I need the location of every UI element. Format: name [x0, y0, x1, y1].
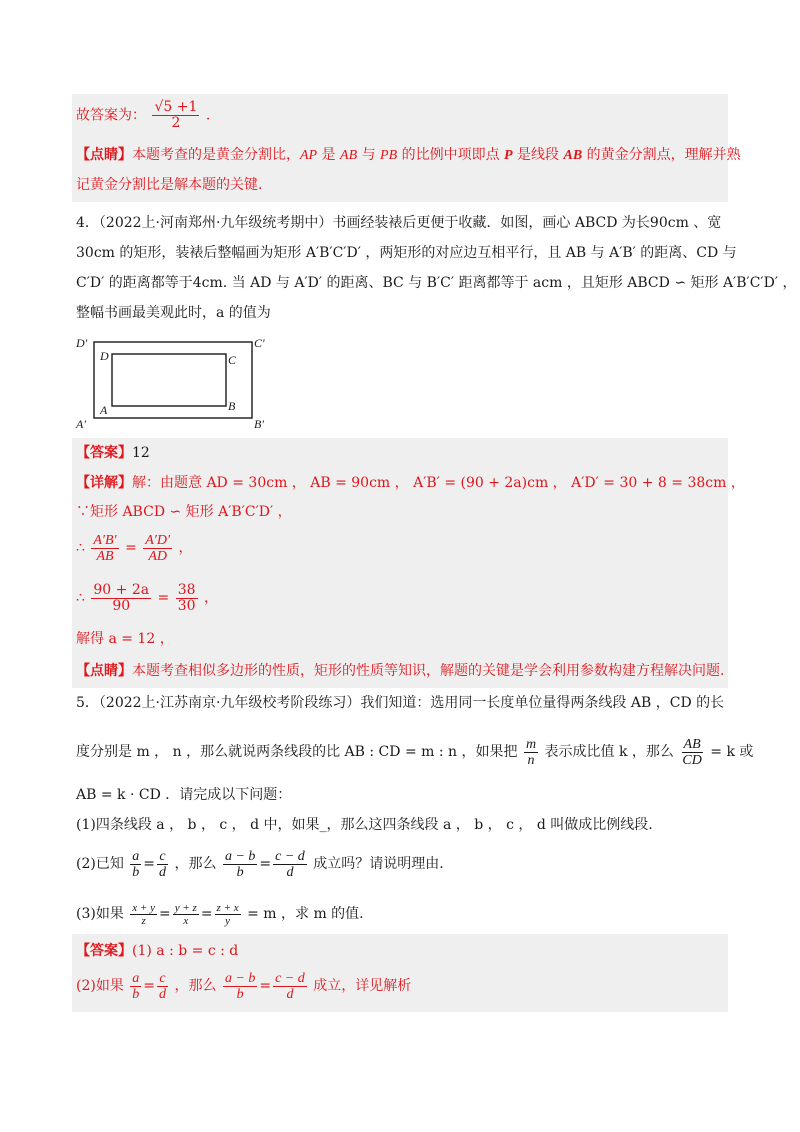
q5-answer-1: 【答案】(1) a : b = c : d [76, 943, 239, 959]
q5-line-1: 5．（2022上·江苏南京·九年级校考阶段练习）我们知道：选用同一长度单位量得两条线段 AB ，CD 的长 [76, 695, 725, 711]
label-A-prime: A′ [76, 417, 86, 431]
q5-answer-2: (2)如果 $\frac{a}{b}$ = $\frac{c}{d}$ ，那么 $\frac{a - b}{b}$ = $\frac{c - d}{d}$ 成立，详见解析 [76, 970, 412, 1002]
comment-line-1: 【点睛】本题考查的是黄金分割比，AP 是 AB 与 PB 的比例中项即点 P 是线段 AB 的黄金分割点，理解并熟 [76, 147, 741, 163]
q5-part-1: (1)四条线段 a ， b ， c ， d 中，如果_，那么这四条线段 a ， b ， c ， d 叫做成比例线段. [76, 817, 653, 833]
label-C-prime: C′ [254, 336, 265, 350]
inner-rectangle [112, 354, 226, 406]
label-B: B [228, 399, 236, 413]
q4-line-1: 4．（2022上·河南郑州·九年级统考期中）书画经装裱后更便于收藏．如图，画心 ABCD 为长90cm 、宽 [76, 215, 722, 231]
label-D: D [100, 349, 109, 363]
q4-line-4: 整幅书画最美观此时，a 的值为 [76, 305, 271, 321]
q4-detail: 【详解】解：由题意 AD = 30cm ， AB = 90cm ， A′B′ = (90 + 2a)cm ， A′D′ = 30 + 8 = 38cm ， [76, 475, 745, 491]
comment-line-2: 记黄金分割比是解本题的关键. [76, 177, 263, 193]
answer-line: 故答案为： $\frac{√5 +1}{2}$ . [76, 99, 211, 131]
q5-line-3: AB = k · CD ．请完成以下问题： [76, 787, 292, 803]
q5-part-3: (3)如果 $\frac{x + y}{z}$ = $\frac{y + z}{x}$ = $\frac{z + x}{y}$ = m ，求 m 的值. [76, 901, 364, 927]
q4-answer: 【答案】12 [76, 445, 150, 461]
label-A: A [100, 403, 108, 417]
rectangle-figure [70, 330, 270, 432]
label-C: C [228, 353, 237, 367]
answer-fraction: $\frac{√5 +1}{2}$ [154, 99, 198, 131]
q4-ratio-1: ∴ $\frac{A'B'}{AB}$ = $\frac{A'D'}{AD}$ ， [76, 532, 193, 564]
q5-part-2: (2)已知 $\frac{a}{b}$ = $\frac{c}{d}$ ，那么 $\frac{a - b}{b}$ = $\frac{c - d}{d}$ 成立吗？请说明理由. [76, 848, 444, 880]
q5-line-2: 度分别是 m ， n ，那么就说两条线段的比 AB : CD = m : n ，如果把 $\frac{m}{n}$ 表示成比值 k ，那么 $\frac{AB}{CD}$ = k 或 [76, 736, 754, 768]
q4-line-3: C′D′ 的距离都等于4cm. 当 AD 与 A′D′ 的距离、BC 与 B′C′ 距离都等于 acm ，且矩形 ABCD ∽ 矩形 A′B′C′D′ ， [76, 275, 797, 291]
q4-because: ∵矩形 ABCD ∽ 矩形 A′B′C′D′ ， [76, 504, 292, 520]
q4-solve: 解得 a = 12 ， [76, 631, 174, 647]
label-B-prime: B′ [254, 417, 264, 431]
label-D-prime: D′ [76, 336, 88, 350]
q4-comment: 【点睛】本题考查相似多边形的性质，矩形的性质等知识，解题的关键是学会利用参数构建方程解决问题. [76, 663, 725, 679]
q4-ratio-2: ∴ $\frac{90 + 2a}{90}$ = $\frac{38}{30}$ ， [76, 581, 218, 614]
q4-line-2: 30cm 的矩形，装裱后整幅画为矩形 A′B′C′D′ ，两矩形的对应边互相平行，且 AB 与 A′B′ 的距离、CD 与 [76, 245, 737, 261]
